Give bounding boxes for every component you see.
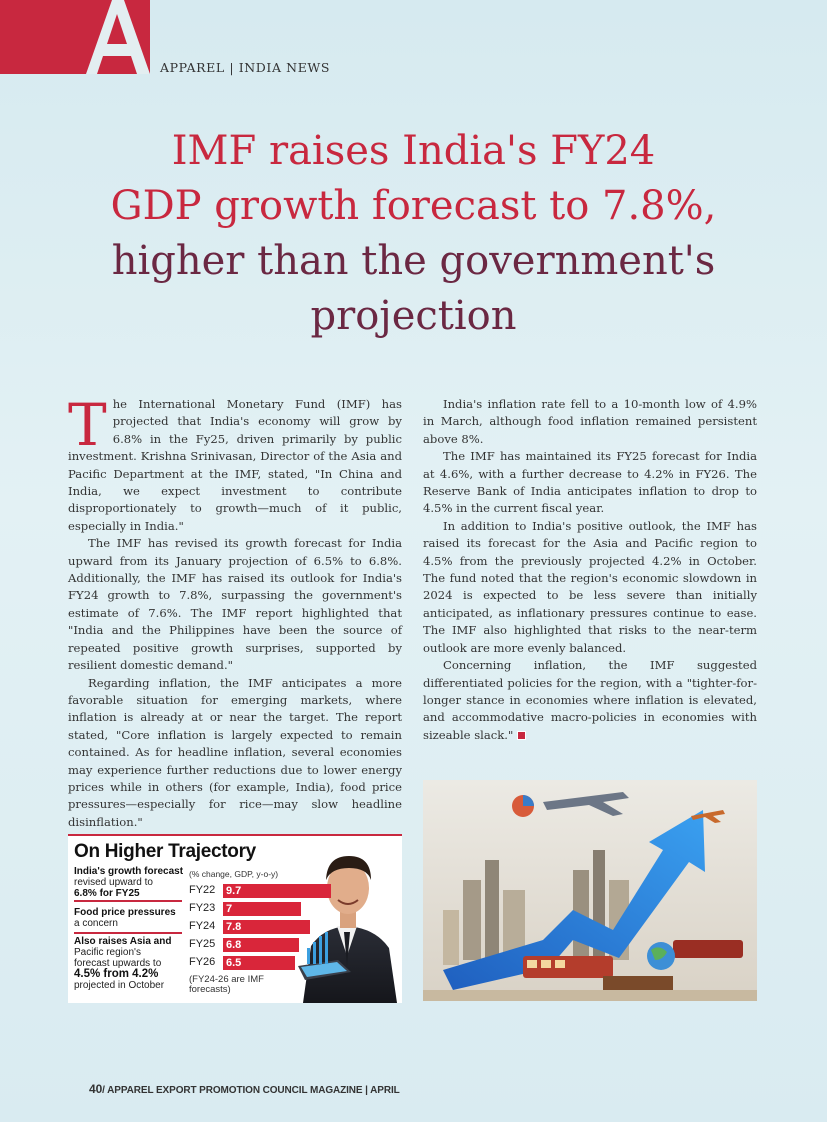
page-footer	[89, 1082, 400, 1096]
title-line-3: higher than the government's	[111, 238, 716, 284]
divider	[74, 900, 182, 902]
paragraph: The International Monetary Fund (IMF) has projected that India's economy will grow by 6.8% in the Fy25, driven primarily by public investment. Krishna Srinivasan, Director of the Asia and Pacific Department at the IMF, stated, "In China and India, we expect investment to contribute disproportionately to growth—much of it public, especially in India."	[68, 391, 402, 533]
paragraph: In addition to India's positive outlook, the IMF has raised its forecast for the Asia and Pacific region to 4.5% from the previously projected 4.2% in October. The fund noted that the region's economic slowdown in 2024 is expected to be less severe than initially anticipated, as inflationary pressures continue to ease. The IMF also highlighted that risks to the near-term outlook are more evenly balanced.	[423, 518, 757, 655]
paragraph: The IMF has maintained its FY25 forecast for India at 4.6%, with a further decrease to 4.2% in FY26. The Reserve Bank of India anticipates inflation to drop to 4.5% in the current fiscal year.	[423, 449, 757, 516]
bar-category-label: FY22	[189, 884, 216, 896]
title-line-2: GDP growth forecast to 7.8%,	[110, 183, 717, 229]
chart-footnote: (FY24-26 are IMF forecasts)	[189, 974, 264, 995]
paragraph: The IMF has revised its growth forecast for India upward from its January projection of 6.5% to 6.8%. Additionally, the IMF has raised its outlook for India's FY24 growth to 7.8%, surpassing the government's estimate of 7.6%. The IMF report highlighted that "India and the Philippines have been the source of repeated positive growth surprises, supported by resilient domestic demand."	[68, 536, 402, 673]
article-column-right	[423, 396, 757, 744]
paragraph: Regarding inflation, the IMF anticipates a more favorable situation for emerging markets, where inflation is already at or near the target. The report stated, "Core inflation is largely expected to remain contained. As for headline inflation, several economies may experience further reductions due to lower energy prices while in others (for example, India), food price pressures—especially for rice—may slow headline disinflation."	[68, 675, 402, 829]
drop-cap: T	[68, 391, 107, 459]
paragraph: India's inflation rate fell to a 10-month low of 4.9% in March, although food inflation remained persistent above 8%.	[423, 397, 757, 446]
section-tag: APPAREL | INDIA NEWS	[160, 60, 331, 75]
infographic-note-food: Food price pressures a concern	[74, 907, 176, 929]
magazine-logo	[0, 0, 150, 74]
gdp-bar-chart	[189, 836, 402, 996]
page-title	[60, 124, 767, 344]
title-line-1: IMF raises India's FY24	[171, 128, 656, 174]
bar-fy22: 9.7	[223, 884, 331, 898]
bar-fy24: 7.8	[223, 920, 310, 934]
bar-fy23: 7	[223, 902, 301, 916]
infographic-title: On Higher Trajectory	[74, 841, 256, 862]
title-line-4: projection	[310, 293, 517, 339]
bar-category-label: FY26	[189, 956, 216, 968]
paragraph: Concerning inflation, the IMF suggested differentiated policies for the region, with a "tighter-for-longer stance in economies where inflation is elevated, and accommodative macro-policies in economies with sizeable slack."	[423, 658, 757, 742]
bar-fy25: 6.8	[223, 938, 299, 952]
infographic-note-growth: India's growth forecast revised upward to 6.8% for FY25	[74, 866, 184, 899]
bar-fy26: 6.5	[223, 956, 295, 970]
page-number: 40	[89, 1082, 103, 1096]
bar-category-label: FY25	[189, 938, 216, 950]
footer-text: / APPAREL EXPORT PROMOTION COUNCIL MAGAZINE | APRIL	[102, 1085, 400, 1096]
bar-category-label: FY24	[189, 920, 216, 932]
infographic-note-asia: Also raises Asia and Pacific region's forecast upwards to 4.5% from 4.2% projected in October	[74, 936, 172, 991]
economy-growth-illustration	[423, 780, 757, 1001]
divider	[74, 932, 182, 934]
growth-infographic	[68, 834, 402, 1003]
bar-category-label: FY23	[189, 902, 216, 914]
chart-unit-label: (% change, GDP, y-o-y)	[189, 869, 279, 879]
end-mark-icon	[517, 731, 526, 740]
article-column-left	[68, 391, 402, 831]
